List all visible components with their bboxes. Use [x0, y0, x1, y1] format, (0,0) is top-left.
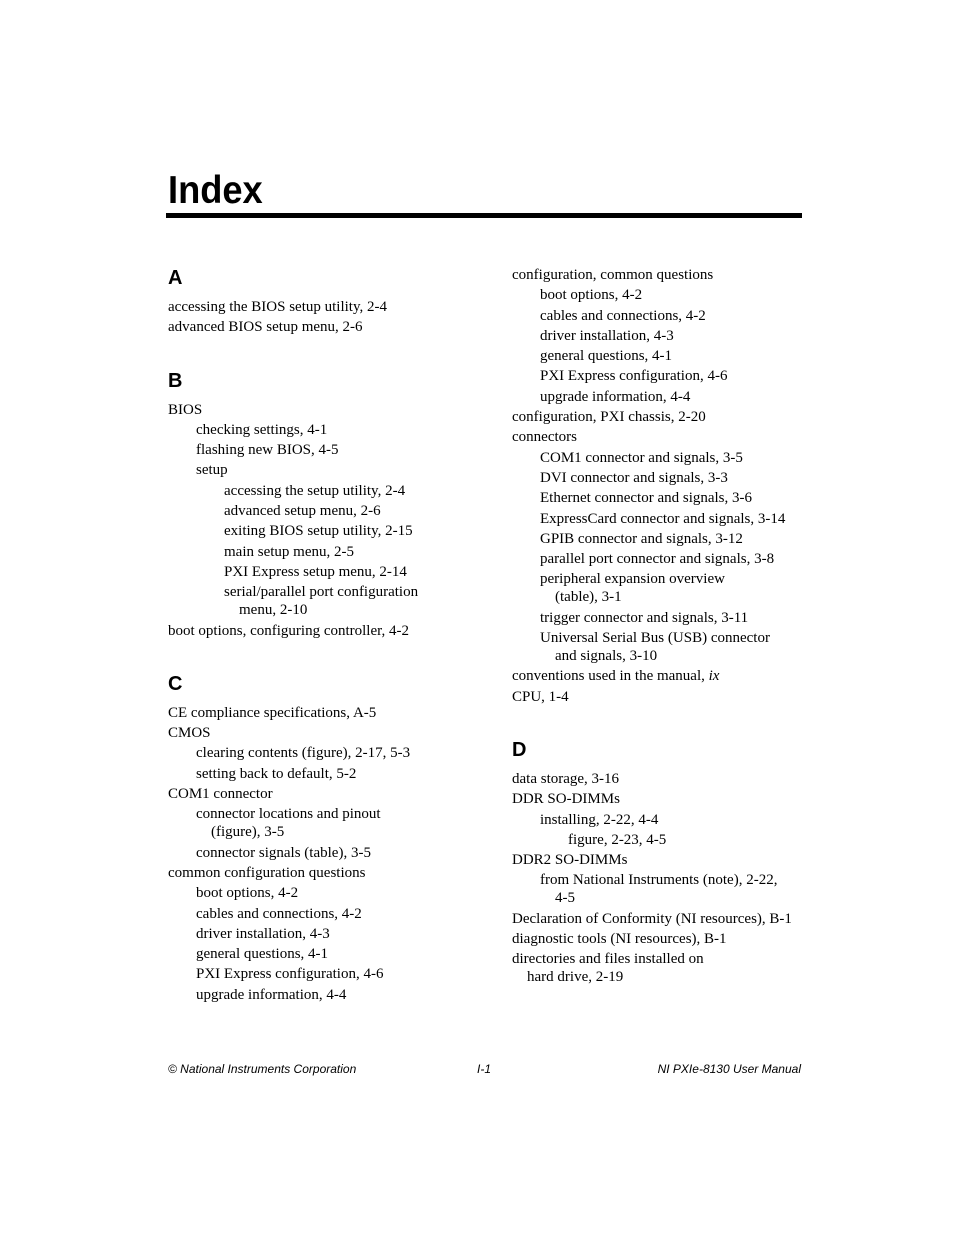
section-spacer	[168, 339, 478, 369]
index-subentry	[168, 884, 478, 904]
index-entry-text: accessing the BIOS setup utility, 2-4	[168, 299, 387, 315]
index-subentry	[168, 905, 478, 925]
index-entry-text: advanced BIOS setup menu, 2-6	[168, 319, 363, 336]
index-subentry	[168, 925, 478, 945]
index-entry-text: setting back to default, 5-2	[196, 765, 357, 782]
index-entry-text: conventions used in the manual,	[512, 668, 709, 685]
index-entry-text: figure, 2-23, 4-5	[568, 831, 667, 848]
index-subentry	[512, 510, 812, 530]
index-entry-text: parallel port connector and signals, 3-8	[540, 551, 775, 568]
index-entry-text: connector locations and pinout	[196, 806, 381, 823]
index-entry-text: connector signals (table), 3-5	[196, 844, 371, 861]
index-subentry	[512, 367, 812, 387]
index-entry-continuation: menu, 2-10	[239, 602, 308, 619]
index-entry-text: Universal Serial Bus (USB) connector	[540, 630, 770, 647]
index-letter-heading: C	[168, 672, 183, 695]
index-entry-text: main setup menu, 2-5	[224, 543, 354, 560]
index-subentry	[512, 570, 812, 608]
index-subentry	[168, 583, 478, 621]
index-subentry	[168, 805, 478, 843]
index-entry	[168, 704, 478, 724]
index-entry-text: general questions, 4-1	[540, 348, 673, 365]
index-subentry	[512, 629, 812, 667]
index-letter-heading: B	[168, 369, 183, 392]
index-entry-continuation: (table), 3-1	[555, 589, 622, 606]
index-subentry	[512, 469, 812, 489]
index-entry-text: installing, 2-22, 4-4	[540, 811, 659, 828]
index-subentry	[168, 844, 478, 864]
index-subentry	[168, 945, 478, 965]
index-subentry	[168, 765, 478, 785]
index-entry-text: exiting BIOS setup utility, 2-15	[224, 523, 413, 540]
index-entry-text: advanced setup menu, 2-6	[224, 503, 381, 520]
index-letter-heading: A	[168, 267, 183, 289]
index-entry-text: setup	[196, 462, 228, 479]
index-column-left	[168, 266, 478, 1006]
index-entry-text: PXI Express configuration, 4-6	[196, 966, 384, 983]
index-column-right	[512, 266, 812, 989]
index-entry-text: COM1 connector and signals, 3-5	[540, 449, 743, 466]
index-entry-text: driver installation, 4-3	[196, 925, 330, 942]
index-entry	[168, 724, 478, 744]
index-subentry	[168, 502, 478, 522]
index-entry-text: CPU, 1-4	[512, 688, 569, 705]
title-rule	[166, 213, 802, 218]
index-entry-continuation: (figure), 3-5	[211, 824, 285, 841]
index-subentry	[168, 543, 478, 563]
index-subentry	[168, 986, 478, 1006]
index-entry-text: directories and files installed on	[512, 951, 704, 968]
index-entry-text: DVI connector and signals, 3-3	[540, 469, 728, 486]
index-entry	[512, 266, 812, 286]
index-entry	[512, 428, 812, 448]
index-entry-text: boot options, configuring controller, 4-2	[168, 622, 410, 639]
index-entry	[168, 785, 478, 805]
index-subentry	[512, 811, 812, 831]
index-entry	[512, 408, 812, 428]
index-entry-text: driver installation, 4-3	[540, 327, 674, 344]
index-entry-text: flashing new BIOS, 4-5	[196, 442, 339, 459]
index-entry-text: accessing the setup utility, 2-4	[224, 482, 406, 499]
index-entry-text: trigger connector and signals, 3-11	[540, 609, 749, 626]
index-entry-text: CMOS	[168, 725, 211, 742]
index-entry-text: data storage, 3-16	[512, 770, 620, 787]
index-entry-text: ExpressCard connector and signals, 3-14	[540, 510, 786, 527]
index-subentry	[168, 441, 478, 461]
index-subentry	[168, 744, 478, 764]
page-title: Index	[168, 169, 263, 212]
index-entry	[168, 318, 478, 338]
index-entry-text: COM1 connector	[168, 786, 273, 803]
index-entry-text: peripheral expansion overview	[540, 571, 725, 588]
index-entry-text: PXI Express configuration, 4-6	[540, 368, 728, 385]
index-entry	[168, 622, 478, 642]
index-entry	[512, 688, 812, 708]
index-subentry	[168, 563, 478, 583]
footer-manual-title: NI PXIe-8130 User Manual	[657, 1062, 801, 1076]
index-subentry	[168, 461, 478, 481]
index-entry-text: common configuration questions	[168, 864, 366, 881]
index-entry-text: Ethernet connector and signals, 3-6	[540, 490, 753, 507]
index-entry-continuation: hard drive, 2-19	[527, 969, 624, 986]
index-entry-text: diagnostic tools (NI resources), B-1	[512, 931, 727, 948]
index-subentry	[512, 831, 812, 851]
index-entry-text: general questions, 4-1	[196, 946, 329, 963]
index-entry	[512, 667, 812, 687]
index-subentry	[512, 489, 812, 509]
index-entry-continuation: 4-5	[555, 890, 575, 907]
index-entry-text: upgrade information, 4-4	[196, 986, 347, 1003]
index-subentry	[512, 530, 812, 550]
index-subentry	[512, 449, 812, 469]
section-spacer	[512, 708, 812, 738]
index-entry-text: DDR2 SO-DIMMs	[512, 852, 628, 869]
index-entry-text: configuration, PXI chassis, 2-20	[512, 409, 706, 426]
index-entry	[512, 770, 812, 790]
index-subentry	[512, 327, 812, 347]
index-entry-text: BIOS	[168, 401, 203, 418]
index-entry-text: boot options, 4-2	[196, 885, 299, 902]
index-entry	[512, 910, 812, 930]
index-entry-text: DDR SO-DIMMs	[512, 791, 620, 808]
footer-page-number: I-1	[477, 1062, 492, 1076]
index-entry-text: CE compliance specifications, A-5	[168, 704, 377, 721]
index-entry-text: connectors	[512, 429, 577, 446]
index-entry	[168, 864, 478, 884]
index-subentry	[512, 347, 812, 367]
index-letter-heading: D	[512, 738, 527, 761]
index-entry-text: boot options, 4-2	[540, 287, 643, 304]
index-entry-text: configuration, common questions	[512, 267, 714, 283]
index-subentry	[168, 482, 478, 502]
index-subentry	[512, 286, 812, 306]
index-entry-text: Declaration of Conformity (NI resources), B-1	[512, 910, 792, 927]
index-subentry	[168, 421, 478, 441]
section-spacer	[168, 642, 478, 672]
index-entry-italic-page: ix	[708, 668, 720, 685]
index-entry	[168, 401, 478, 421]
index-entry-text: cables and connections, 4-2	[196, 905, 362, 922]
index-subentry	[512, 307, 812, 327]
index-subentry	[512, 871, 812, 909]
index-subentry	[512, 388, 812, 408]
index-entry-text: serial/parallel port configuration	[224, 584, 419, 601]
index-entry	[512, 930, 812, 950]
index-subentry	[512, 550, 812, 570]
index-entry-text: upgrade information, 4-4	[540, 388, 691, 405]
index-entry-text: clearing contents (figure), 2-17, 5-3	[196, 745, 411, 762]
index-entry-text: PXI Express setup menu, 2-14	[224, 563, 407, 580]
index-entry	[512, 851, 812, 871]
index-subentry	[512, 609, 812, 629]
index-entry-text: GPIB connector and signals, 3-12	[540, 530, 743, 547]
index-entry	[512, 790, 812, 810]
index-subentry	[168, 522, 478, 542]
index-entry-continuation: and signals, 3-10	[555, 648, 658, 665]
index-entry-text: checking settings, 4-1	[196, 421, 328, 438]
index-subentry	[168, 965, 478, 985]
index-entry	[168, 298, 478, 318]
index-entry	[512, 950, 812, 988]
index-entry-text: cables and connections, 4-2	[540, 307, 706, 324]
index-entry-text: from National Instruments (note), 2-22,	[540, 872, 778, 889]
footer-copyright: © National Instruments Corporation	[168, 1062, 357, 1076]
